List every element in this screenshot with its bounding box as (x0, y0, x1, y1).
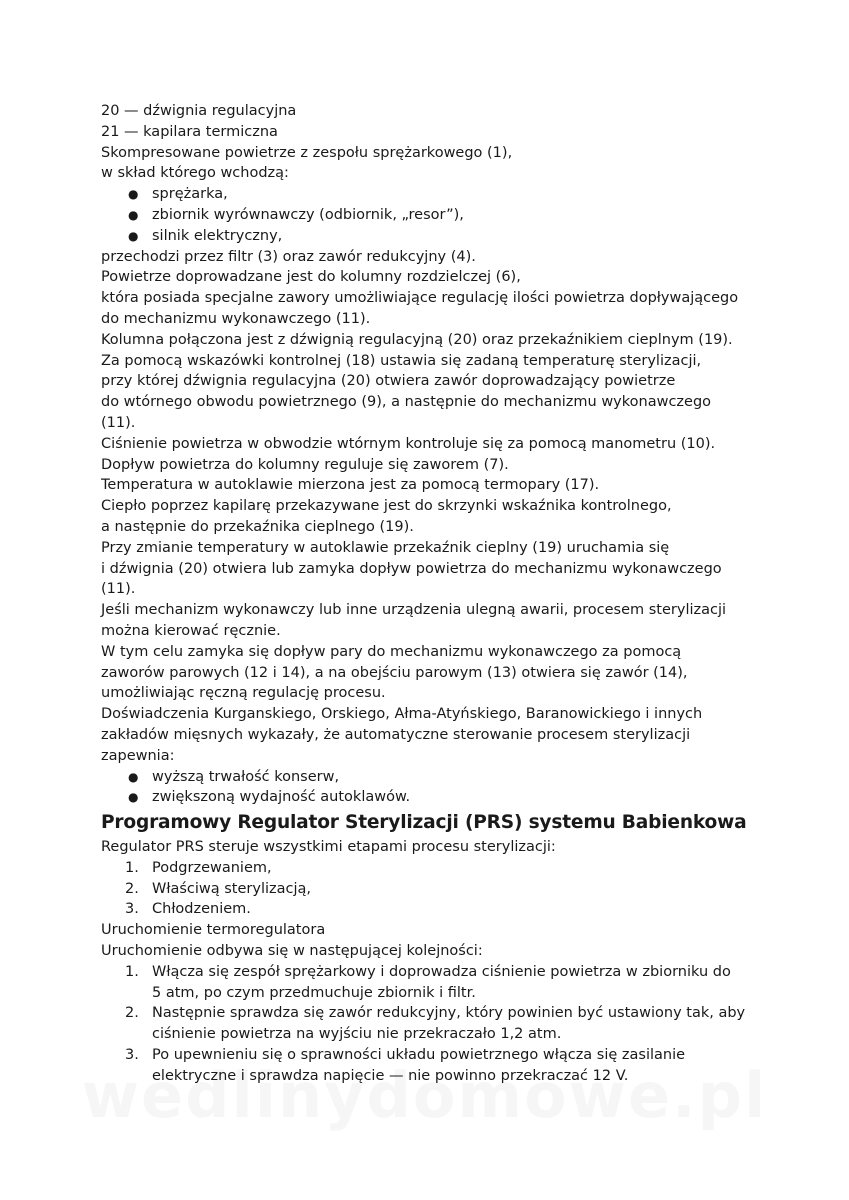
document-page (101, 101, 761, 1087)
list-item: ● silnik elektryczny, (101, 226, 761, 247)
text-line: (11). (101, 581, 136, 598)
list-item: 3. Po upewnieniu się o sprawności układu powietrznego włącza się zasilanie elektryczne i sprawdza napięcie — nie powinno przekraczać 12 V. (125, 1047, 686, 1084)
sequence-intro: Uruchomienie odbywa się w następującej kolejności: (101, 943, 483, 960)
list-item: ● sprężarka, (101, 184, 761, 205)
list-item: 1. Podgrzewaniem, (125, 859, 272, 876)
text-line: a następnie do przekaźnika cieplnego (19). (101, 518, 414, 535)
components-list (101, 184, 761, 246)
text-line: Ciepło poprzez kapilarę przekazywane jest do skrzynki wskaźnika kontrolnego, (101, 498, 672, 515)
section-heading: Programowy Regulator Sterylizacji (PRS) systemu Babienkowa (101, 812, 747, 834)
text-line: Temperatura w autoklawie mierzona jest za pomocą termopary (17). (101, 477, 600, 494)
text-line: Dopływ powietrza do kolumny reguluje się zaworem (7). (101, 456, 509, 473)
text-line: W tym celu zamyka się dopływ pary do mechanizmu wykonawczego za pomocą (101, 643, 682, 660)
text-line: zaworów parowych (12 i 14), a na obejściu parowym (13) otwiera się zawór (14), (101, 664, 688, 681)
stages-list (101, 858, 761, 920)
text-line: Kolumna połączona jest z dźwignią regulacyjną (20) oraz przekaźnikiem cieplnym (19). (101, 331, 733, 348)
list-item: 2. Właściwą sterylizacją, (125, 880, 312, 897)
bullet-icon: ● (128, 187, 139, 202)
text-line: do wtórnego obwodu powietrznego (9), a następnie do mechanizmu wykonawczego (101, 394, 712, 411)
text-line: Przy zmianie temperatury w autoklawie przekaźnik cieplny (19) uruchamia się (101, 539, 670, 556)
section-intro: Regulator PRS steruje wszystkimi etapami procesu sterylizacji: (101, 839, 556, 856)
text-line: Skompresowane powietrze z zespołu sprężarkowego (1), (101, 144, 513, 161)
text-line: Ciśnienie powietrza w obwodzie wtórnym kontroluje się za pomocą manometru (10). (101, 435, 716, 452)
bullet-icon: ● (128, 769, 139, 784)
list-item: ● zbiornik wyrównawczy (odbiornik, „resor”), (101, 205, 761, 226)
bullet-icon: ● (128, 228, 139, 243)
text-line: umożliwiając ręczną regulację procesu. (101, 685, 386, 702)
subheading: Uruchomienie termoregulatora (101, 922, 326, 939)
watermark (0, 1086, 849, 1107)
body-text (101, 247, 761, 767)
list-item: 3. Chłodzeniem. (125, 901, 251, 918)
list-item: ● zwiększoną wydajność autoklawów. (101, 787, 761, 808)
list-item: 1. Włącza się zespół sprężarkowy i doprowadza ciśnienie powietrza w zbiorniku do 5 atm, po czym przedmuchuje zbiornik i filtr. (125, 963, 731, 1001)
list-item: ● wyższą trwałość konserw, (101, 767, 761, 788)
benefits-list (101, 767, 761, 809)
text-line: 21 — kapilara termiczna (101, 123, 278, 140)
text-line: Doświadczenia Kurganskiego, Orskiego, Ałma-Atyńskiego, Baranowickiego i innych (101, 706, 703, 723)
text-line: przy której dźwignia regulacyjna (20) otwiera zawór doprowadzający powietrze (101, 373, 676, 390)
text-line: w skład którego wchodzą: (101, 165, 289, 182)
text-line: przechodzi przez filtr (3) oraz zawór redukcyjny (4). (101, 248, 476, 265)
text-line: Powietrze doprowadzane jest do kolumny rozdzielczej (6), (101, 269, 521, 286)
text-line: Za pomocą wskazówki kontrolnej (18) ustawia się zadaną temperaturę sterylizacji, (101, 352, 702, 369)
text-line: (11). (101, 414, 136, 431)
text-line: do mechanizmu wykonawczego (11). (101, 310, 371, 327)
legend-block (101, 101, 761, 184)
text-line: można kierować ręcznie. (101, 622, 281, 639)
bullet-icon: ● (128, 790, 139, 805)
text-line: która posiada specjalne zawory umożliwiające regulację ilości powietrza dopływającego (101, 290, 739, 307)
list-item: 2. Następnie sprawdza się zawór redukcyjny, który powinien być ustawiony tak, aby ciśnienie powietrza na wyjściu nie przekraczało 1,2 atm. (125, 1005, 746, 1043)
bullet-icon: ● (128, 207, 139, 222)
text-line: 20 — dźwignia regulacyjna (101, 103, 297, 119)
text-line: Jeśli mechanizm wykonawczy lub inne urządzenia ulegną awarii, procesem sterylizacji (101, 602, 727, 619)
text-line: zapewnia: (101, 747, 175, 764)
text-line: zakładów mięsnych wykazały, że automatyczne sterowanie procesem sterylizacji (101, 726, 691, 743)
text-line: i dźwignia (20) otwiera lub zamyka dopływ powietrza do mechanizmu wykonawczego (101, 560, 722, 577)
